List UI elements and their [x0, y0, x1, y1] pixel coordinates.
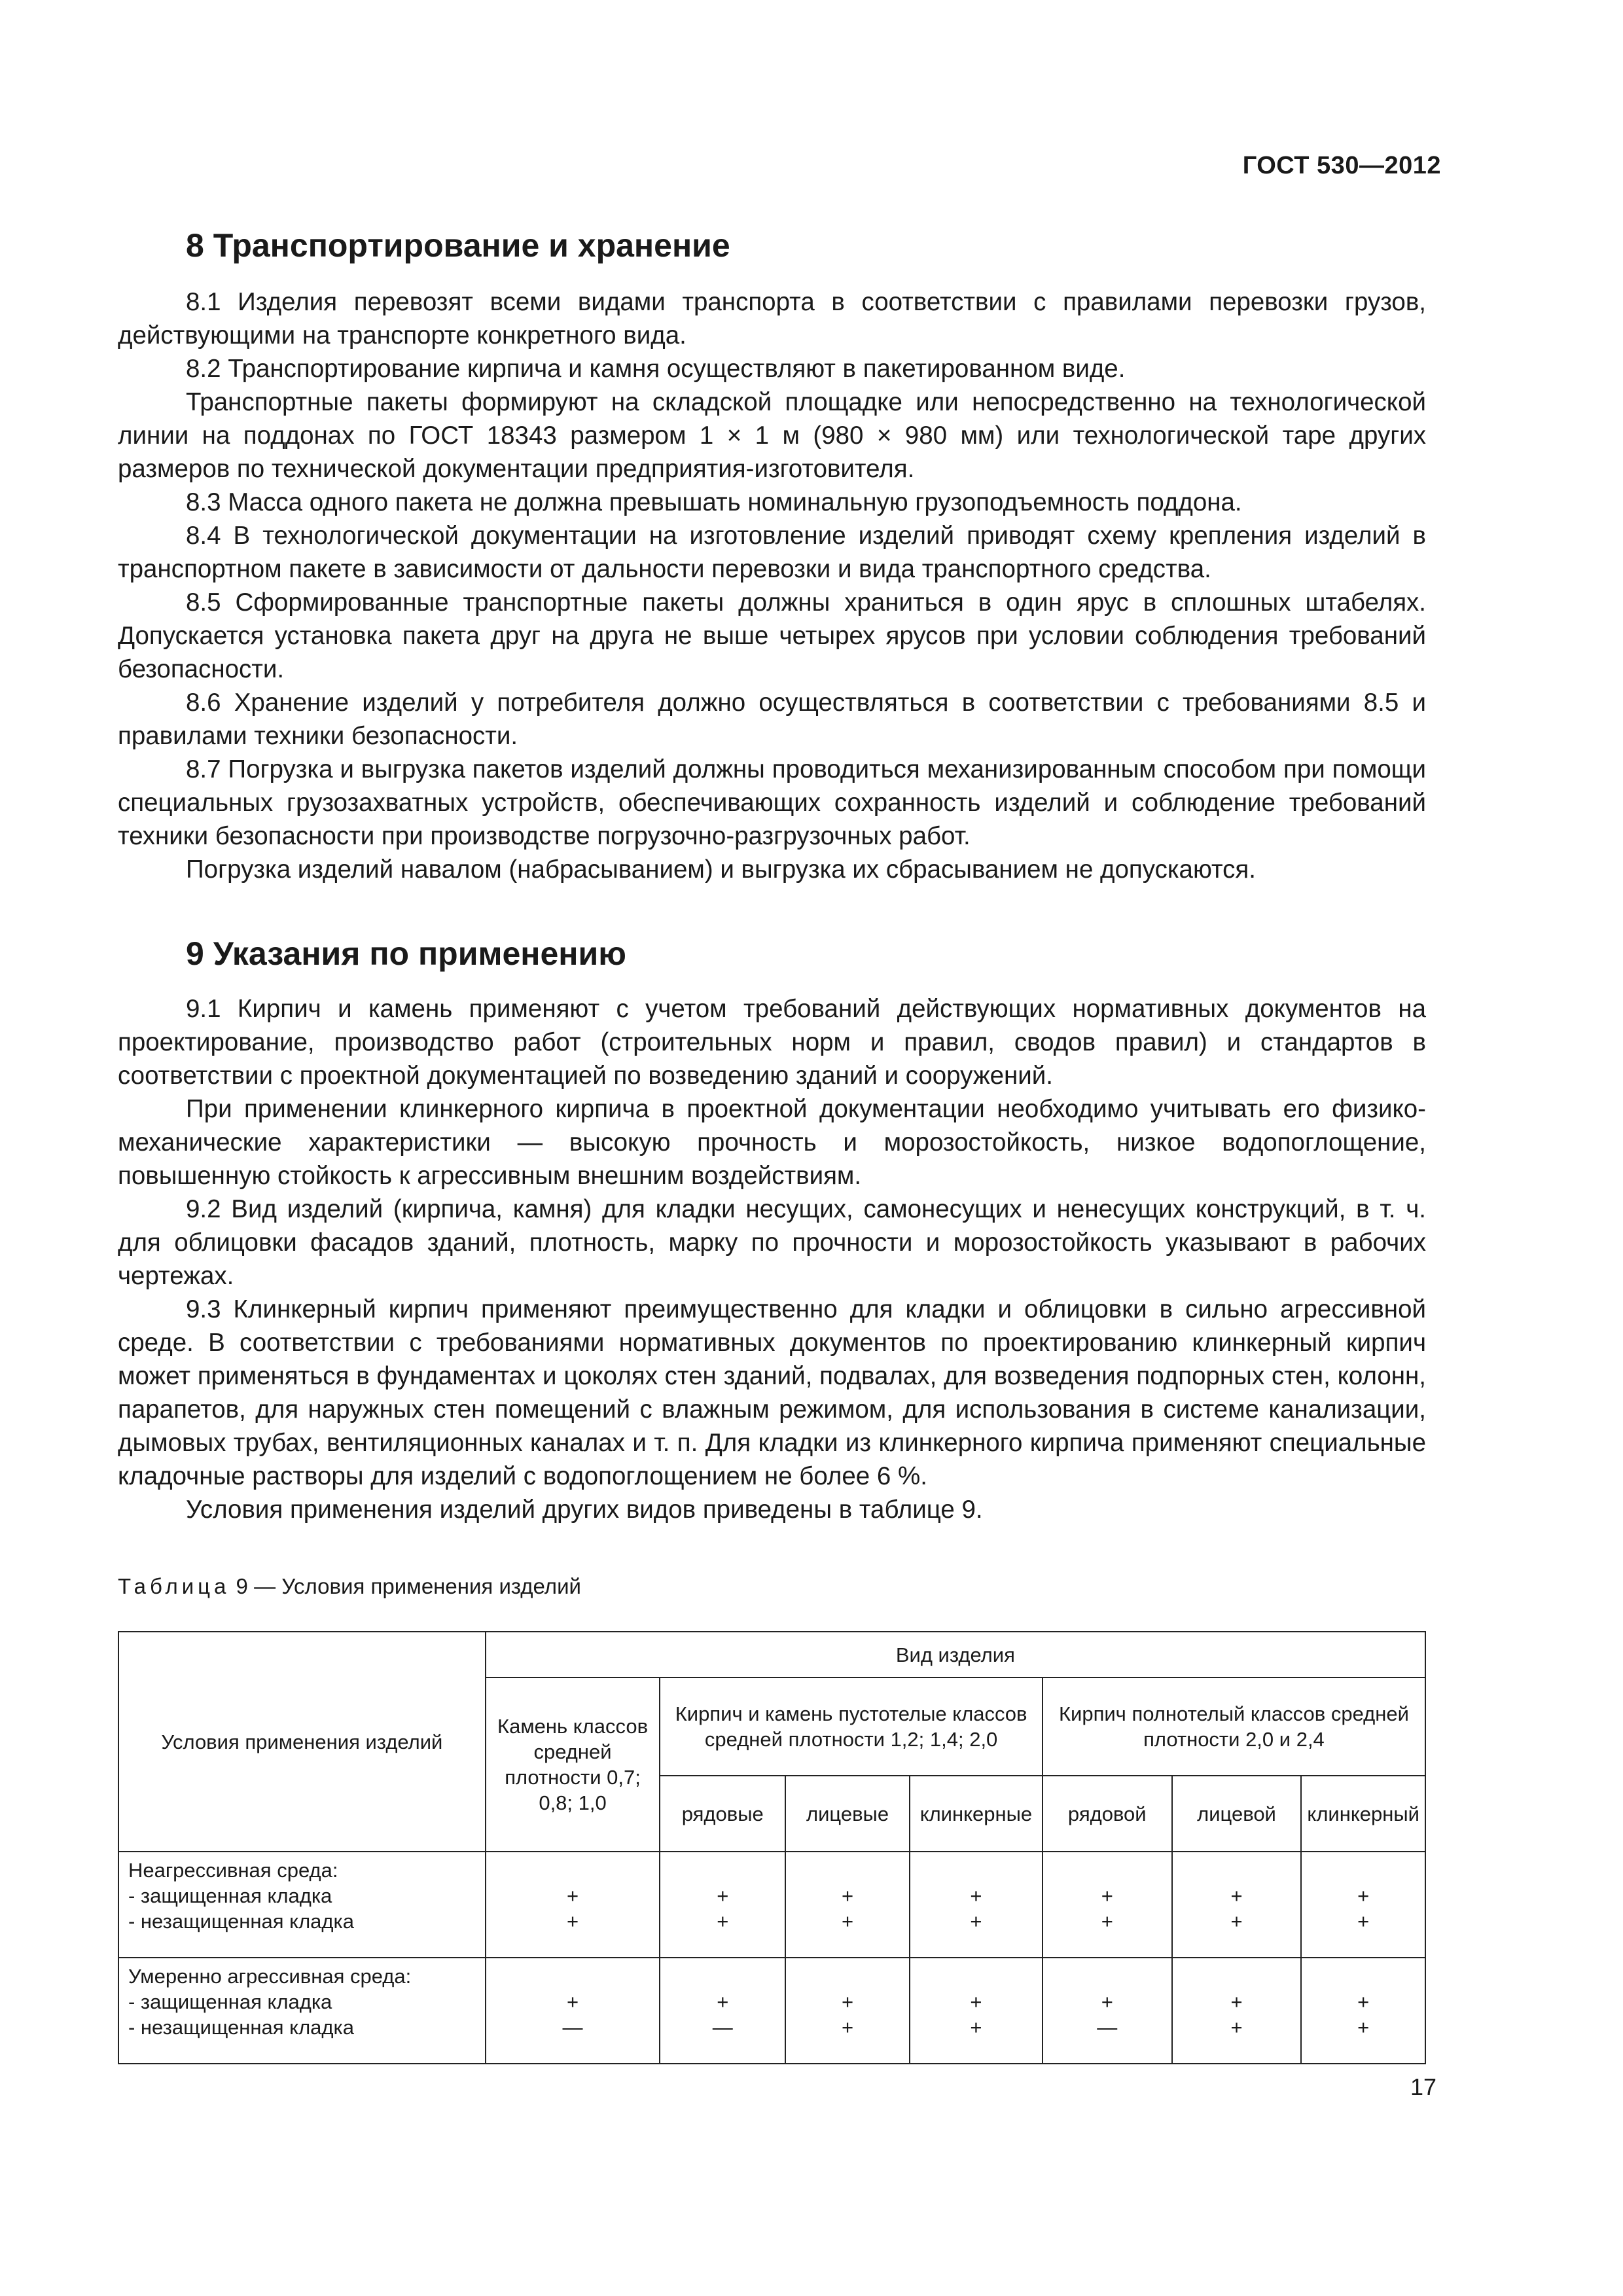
- value-cell: [785, 1958, 910, 2064]
- header-sub-facing-hollow: лицевые: [785, 1776, 910, 1852]
- value-mark: +: [1357, 1990, 1370, 2013]
- header-stone: Камень классов средней плотности 0,7; 0,8; 1,0: [486, 1677, 660, 1852]
- value-mark: +: [566, 1990, 579, 2013]
- paragraph-8-5: 8.5 Сформированные транспортные пакеты должны храниться в один ярус в сплошных штабелях. Допускается установка пакета друг на друга не выше четырех ярусов при условии соблюдения требований безопасности.: [118, 588, 1426, 683]
- value-mark: +: [717, 1910, 729, 1933]
- document-code: ГОСТ 530—2012: [1242, 152, 1441, 179]
- table-row: [118, 1852, 1425, 1958]
- value-mark: +: [1357, 1884, 1370, 1907]
- row-label-cell: [118, 1958, 486, 2064]
- row-label: Умеренно агрессивная среда:: [128, 1965, 412, 1988]
- value-mark: +: [841, 1910, 854, 1933]
- value-cell: [910, 1852, 1043, 1958]
- value-mark: +: [841, 1884, 854, 1907]
- value-cell: [486, 1958, 660, 2064]
- value-mark: +: [1101, 1910, 1113, 1933]
- header-conditions: Условия применения изделий: [118, 1632, 486, 1852]
- value-mark: —: [1097, 2016, 1118, 2039]
- value-mark: —: [562, 2016, 583, 2039]
- header-sub-ordinary-solid: рядовой: [1043, 1776, 1172, 1852]
- value-mark: +: [1357, 1910, 1370, 1933]
- row-item: - защищенная кладка: [128, 1990, 332, 2013]
- table-caption-prefix: Таблица: [118, 1574, 230, 1598]
- value-mark: +: [970, 1910, 982, 1933]
- row-item: - незащищенная кладка: [128, 1910, 354, 1933]
- paragraph-8-7-note: Погрузка изделий навалом (набрасыванием) и выгрузка их сбрасыванием не допускаются.: [186, 855, 1256, 884]
- header-sub-ordinary-hollow: рядовые: [660, 1776, 785, 1852]
- value-cell: [1172, 1958, 1302, 2064]
- value-mark: +: [566, 1910, 579, 1933]
- value-cell: [1301, 1958, 1425, 2064]
- header-hollow: Кирпич и камень пустотелые классов средней плотности 1,2; 1,4; 2,0: [660, 1677, 1043, 1776]
- value-mark: +: [1230, 1990, 1243, 2013]
- paragraph-9-1: 9.1 Кирпич и камень применяют с учетом требований действующих нормативных документов на проектирование, производство работ (строительных норм и правил, сводов правил) и стандартов в соответствии с проектной документацией по возведению зданий и сооружений.: [118, 995, 1426, 1090]
- row-item: - защищенная кладка: [128, 1884, 332, 1907]
- value-mark: +: [970, 1990, 982, 2013]
- header-sub-facing-solid: лицевой: [1172, 1776, 1302, 1852]
- row-label-cell: [118, 1852, 486, 1958]
- value-cell: [660, 1852, 785, 1958]
- value-mark: +: [841, 1990, 854, 2013]
- table-caption: [118, 1574, 581, 1599]
- table-caption-text: 9 — Условия применения изделий: [230, 1574, 581, 1598]
- value-mark: +: [717, 1884, 729, 1907]
- value-cell: [785, 1852, 910, 1958]
- value-mark: +: [717, 1990, 729, 2013]
- value-mark: +: [1101, 1884, 1113, 1907]
- value-mark: +: [1230, 2016, 1243, 2039]
- value-cell: [486, 1852, 660, 1958]
- paragraph-8-4: 8.4 В технологической документации на изготовление изделий приводят схему крепления изделий в транспортном пакете в зависимости от дальности перевозки и вида транспортного средства.: [118, 522, 1426, 583]
- paragraph-8-6: 8.6 Хранение изделий у потребителя должно осуществляться в соответствии с требованиями 8.5 и правилами техники безопасности.: [118, 689, 1426, 750]
- value-mark: +: [1357, 2016, 1370, 2039]
- header-solid: Кирпич полнотелый классов средней плотности 2,0 и 2,4: [1043, 1677, 1425, 1776]
- section-8-title: 8 Транспортирование и хранение: [186, 227, 730, 264]
- header-sub-clinker-solid: клинкерный: [1301, 1776, 1425, 1852]
- value-mark: +: [970, 2016, 982, 2039]
- header-product-type: Вид изделия: [486, 1632, 1425, 1677]
- paragraph-9-3-ref: Условия применения изделий других видов приведены в таблице 9.: [186, 1496, 983, 1524]
- value-cell: [1043, 1852, 1172, 1958]
- header-sub-clinker-hollow: клинкерные: [910, 1776, 1043, 1852]
- value-mark: +: [1230, 1910, 1243, 1933]
- value-cell: [1172, 1852, 1302, 1958]
- paragraph-8-2: 8.2 Транспортирование кирпича и камня осуществляют в пакетированном виде.: [186, 355, 1126, 383]
- paragraph-9-3: 9.3 Клинкерный кирпич применяют преимущественно для кладки и облицовки в сильно агрессивной среде. В соответствии с требованиями нормативных документов по проектированию клинкерный кирпич может применяться в фундаментах и цоколях стен зданий, подвалах, для возведения подпорных стен, колонн, парапетов, для наружных стен помещений с влажным режимом, для использования в системе канализации, дымовых трубах, вентиляционных каналах и т. п. Для кладки из клинкерного кирпича применяют специальные кладочные растворы для изделий с водопоглощением не более 6 %.: [118, 1295, 1426, 1490]
- value-mark: +: [841, 2016, 854, 2039]
- paragraph-8-1: 8.1 Изделия перевозят всеми видами транспорта в соответствии с правилами перевозки грузов, действующими на транспорте конкретного вида.: [118, 288, 1426, 350]
- section-9-title: 9 Указания по применению: [186, 935, 626, 972]
- value-mark: +: [1101, 1990, 1113, 2013]
- paragraph-9-2: 9.2 Вид изделий (кирпича, камня) для кладки несущих, самонесущих и ненесущих конструкций, в т. ч. для облицовки фасадов зданий, плотность, марку по прочности и морозостойкость указывают в рабочих чертежах.: [118, 1195, 1426, 1290]
- paragraph-9-1-clinker: При применении клинкерного кирпича в проектной документации необходимо учитывать его физико-механические характеристики — высокую прочность и морозостойкость, низкое водопоглощение, повышенную стойкость к агрессивным внешним воздействиям.: [118, 1095, 1426, 1190]
- paragraph-8-3: 8.3 Масса одного пакета не должна превышать номинальную грузоподъемность поддона.: [186, 488, 1242, 516]
- table-9: [118, 1631, 1426, 2064]
- value-mark: +: [970, 1884, 982, 1907]
- row-label: Неагрессивная среда:: [128, 1859, 338, 1882]
- value-mark: +: [566, 1884, 579, 1907]
- value-mark: —: [712, 2016, 733, 2039]
- page-number: 17: [1410, 2073, 1436, 2100]
- value-cell: [1043, 1958, 1172, 2064]
- paragraph-8-2-pallets: Транспортные пакеты формируют на складской площадке или непосредственно на технологической линии на поддонах по ГОСТ 18343 размером 1 × 1 м (980 × 980 мм) или технологической таре других размеров по технической документации предприятия-изготовителя.: [118, 388, 1426, 483]
- value-cell: [660, 1958, 785, 2064]
- value-mark: +: [1230, 1884, 1243, 1907]
- value-cell: [910, 1958, 1043, 2064]
- paragraph-8-7: 8.7 Погрузка и выгрузка пакетов изделий должны проводиться механизированным способом при помощи специальных грузозахватных устройств, обеспечивающих сохранность изделий и соблюдение требований техники безопасности при производстве погрузочно-разгрузочных работ.: [118, 755, 1426, 850]
- row-item: - незащищенная кладка: [128, 2016, 354, 2039]
- value-cell: [1301, 1852, 1425, 1958]
- table-row: [118, 1958, 1425, 2064]
